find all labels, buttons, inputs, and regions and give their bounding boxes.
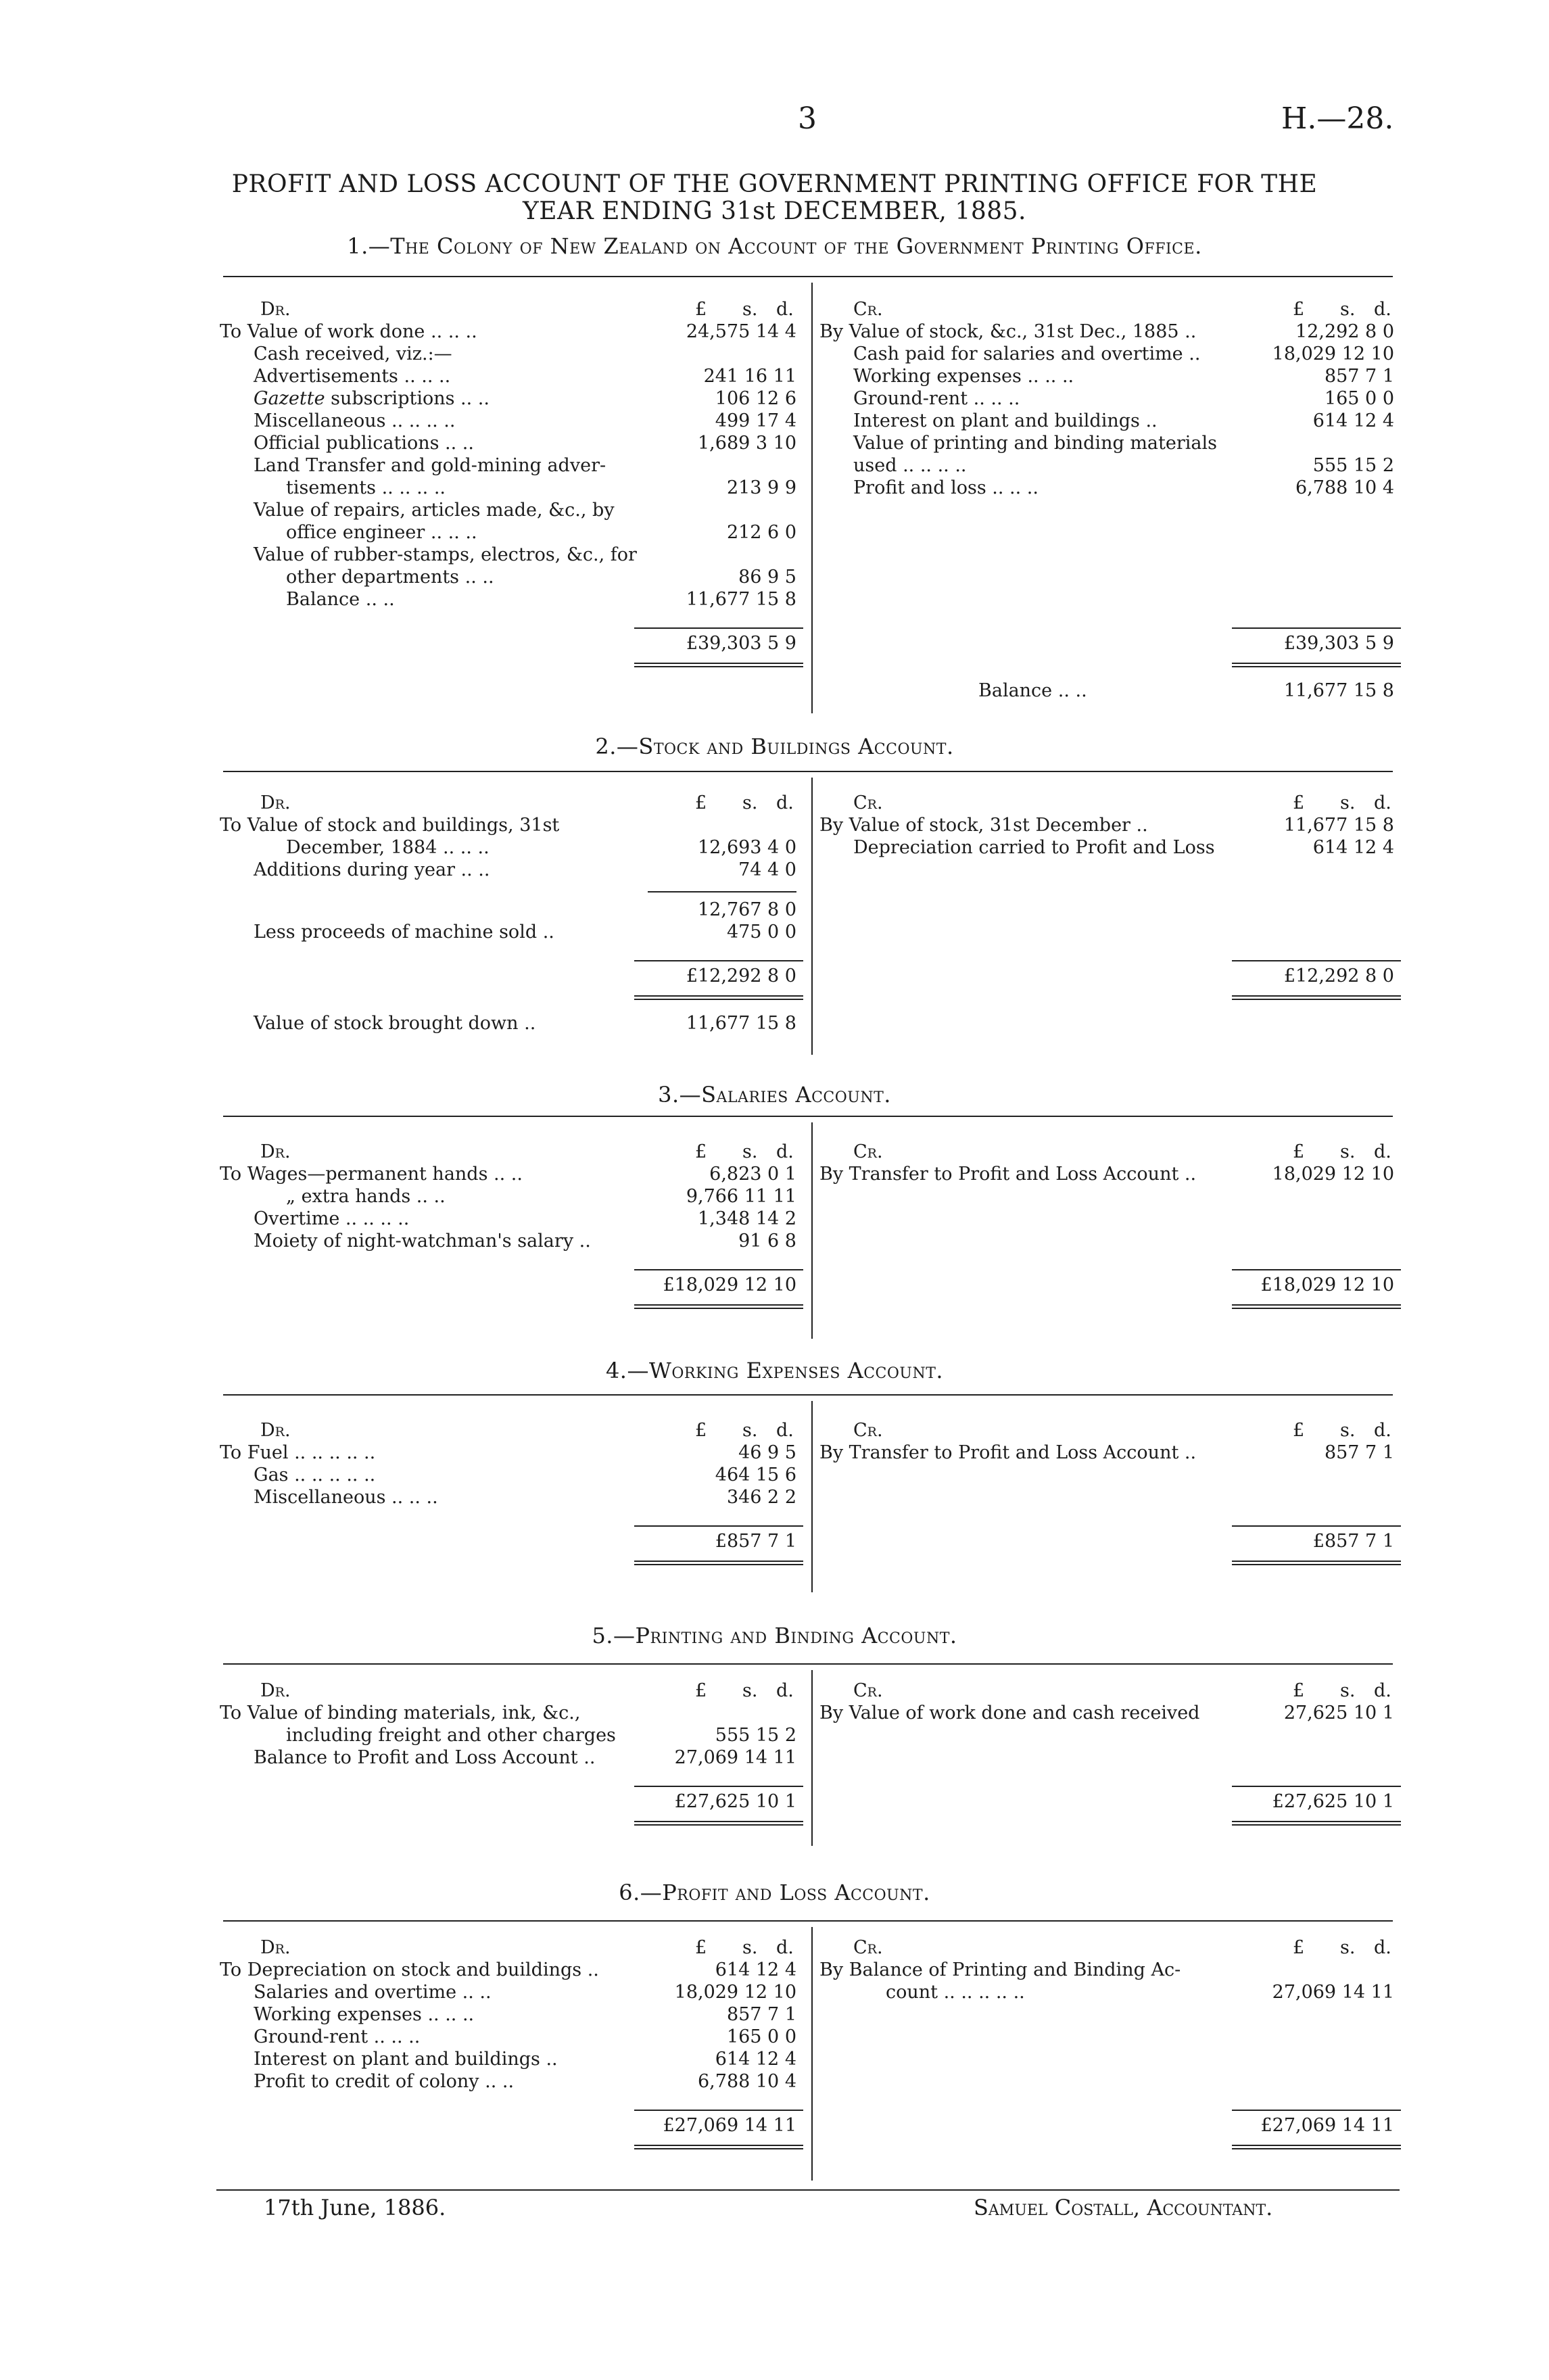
- dr-row-text: Working expenses .. .. ..: [254, 2004, 475, 2025]
- section-rule: [223, 1663, 1393, 1665]
- cr-total-double-rule-b: [1232, 1308, 1401, 1309]
- dr-total-rule: [634, 2110, 803, 2111]
- dr-row-text: Interest on plant and buildings ..: [254, 2049, 558, 2070]
- dr-row-text: Cash received, viz.:—: [254, 343, 452, 364]
- cr-total-double-rule-b: [1232, 999, 1401, 1000]
- dr-currency-pounds: £: [695, 1937, 707, 1958]
- cr-row-text: count .. .. .. .. ..: [886, 1982, 1025, 2003]
- dr-row-text: To Value of stock and buildings, 31st: [220, 815, 560, 836]
- dr-row-text: Land Transfer and gold-mining adver-: [254, 455, 606, 476]
- cr-total-double-rule-b: [1232, 1564, 1401, 1565]
- dr-row-amount: 165 0 0: [726, 2026, 796, 2047]
- cr-row-amount: 11,677 15 8: [1283, 815, 1394, 836]
- cr-label: Cr.: [853, 1680, 883, 1701]
- cr-currency-pence: d.: [1374, 299, 1391, 320]
- column-divider: [811, 1401, 813, 1592]
- dr-currency-shillings: s.: [742, 792, 758, 813]
- cr-total-double-rule-a: [1232, 995, 1401, 997]
- dr-row-amount: 46 9 5: [738, 1442, 796, 1463]
- dr-row-amount: 499 17 4: [715, 410, 796, 431]
- cr-row-text: By Transfer to Profit and Loss Account ..: [819, 1164, 1197, 1185]
- dr-row-text-rest: subscriptions .. ..: [325, 388, 490, 409]
- cr-row-amount: 614 12 4: [1312, 837, 1394, 858]
- dr-row-text: Miscellaneous .. .. ..: [254, 1487, 438, 1508]
- cr-row-amount: 857 7 1: [1324, 366, 1394, 387]
- cr-total: £857 7 1: [1312, 1531, 1394, 1552]
- dr-less-text: Less proceeds of machine sold ..: [254, 922, 554, 943]
- dr-currency-pounds: £: [695, 1420, 707, 1441]
- dr-total: £27,069 14 11: [663, 2115, 796, 2136]
- dr-total-double-rule-a: [634, 1561, 803, 1562]
- dr-currency-pounds: £: [695, 299, 707, 320]
- dr-total-rule: [634, 960, 803, 961]
- cr-row-text: By Balance of Printing and Binding Ac-: [819, 1959, 1181, 1980]
- cr-row-amount: 6,788 10 4: [1295, 477, 1394, 498]
- cr-row-text: Ground-rent .. .. ..: [853, 388, 1020, 409]
- cr-row-text: By Value of stock, &c., 31st Dec., 1885 ..: [819, 321, 1197, 342]
- dr-total-double-rule-a: [634, 1304, 803, 1306]
- dr-row-amount: 464 15 6: [715, 1465, 796, 1485]
- cr-currency-pence: d.: [1374, 1937, 1391, 1958]
- dr-row-text: Value of repairs, articles made, &c., by: [254, 500, 615, 521]
- cr-total-rule: [1232, 960, 1401, 961]
- dr-label: Dr.: [260, 792, 291, 813]
- dr-total-double-rule-a: [634, 1821, 803, 1822]
- dr-row-text: Profit to credit of colony .. ..: [254, 2071, 515, 2092]
- dr-row-text: Moiety of night-watchman's salary ..: [254, 1231, 591, 1252]
- dr-currency-pence: d.: [776, 792, 794, 813]
- dr-brought-down-amount: 11,677 15 8: [686, 1013, 796, 1034]
- dr-currency-pence: d.: [776, 1141, 794, 1162]
- dr-currency-shillings: s.: [742, 1141, 758, 1162]
- cr-row-text: By Value of stock, 31st December ..: [819, 815, 1148, 836]
- cr-label: Cr.: [853, 299, 883, 320]
- dr-total-double-rule-b: [634, 1308, 803, 1309]
- cr-currency-pence: d.: [1374, 1420, 1391, 1441]
- dr-label: Dr.: [260, 1937, 291, 1958]
- subtotal-rule: [648, 891, 796, 892]
- dr-row-amount: 213 9 9: [726, 477, 796, 498]
- dr-row-text: office engineer .. .. ..: [286, 522, 477, 543]
- cr-total-double-rule-a: [1232, 1821, 1401, 1822]
- dr-currency-pence: d.: [776, 1937, 794, 1958]
- dr-row-amount: 1,689 3 10: [698, 433, 796, 454]
- dr-row-amount: 241 16 11: [703, 366, 796, 387]
- page-reference: H.—28.: [1281, 101, 1394, 136]
- dr-row-text: To Value of binding materials, ink, &c.,: [220, 1703, 581, 1723]
- dr-total: £12,292 8 0: [686, 966, 796, 986]
- cr-row-text: Depreciation carried to Profit and Loss: [853, 837, 1215, 858]
- cr-label: Cr.: [853, 1141, 883, 1162]
- cr-row-text: Working expenses .. .. ..: [853, 366, 1074, 387]
- dr-subtotal: 12,767 8 0: [698, 899, 796, 920]
- dr-label: Dr.: [260, 299, 291, 320]
- cr-total-double-rule-b: [1232, 666, 1401, 667]
- footer-rule: [216, 2189, 1400, 2191]
- cr-row-amount: 18,029 12 10: [1272, 343, 1394, 364]
- dr-total: £857 7 1: [715, 1531, 796, 1552]
- dr-currency-shillings: s.: [742, 1680, 758, 1701]
- cr-currency-pounds: £: [1293, 1141, 1305, 1162]
- cr-currency-pounds: £: [1293, 1420, 1305, 1441]
- dr-row-amount: 212 6 0: [726, 522, 796, 543]
- dr-row-text: Overtime .. .. .. ..: [254, 1208, 410, 1229]
- cr-row-amount: 614 12 4: [1312, 410, 1394, 431]
- section-heading: 5.—Printing and Binding Account.: [592, 1623, 957, 1648]
- cr-row-text: Profit and loss .. .. ..: [853, 477, 1039, 498]
- dr-row-text: Miscellaneous .. .. .. ..: [254, 410, 456, 431]
- dr-total-rule: [634, 1269, 803, 1270]
- dr-row-text: „ extra hands .. ..: [286, 1186, 446, 1207]
- cr-row-text: used .. .. .. ..: [853, 455, 967, 476]
- column-divider: [811, 1927, 813, 2181]
- dr-row-amount: 1,348 14 2: [698, 1208, 796, 1229]
- dr-row-text: Balance to Profit and Loss Account ..: [254, 1747, 596, 1768]
- dr-total-double-rule-b: [634, 1824, 803, 1826]
- gazette-italic: Gazette: [254, 388, 325, 409]
- cr-total: £27,625 10 1: [1272, 1791, 1394, 1812]
- dr-row-amount: 86 9 5: [738, 567, 796, 588]
- dr-row-amount: 857 7 1: [726, 2004, 796, 2025]
- dr-currency-shillings: s.: [742, 1420, 758, 1441]
- cr-label: Cr.: [853, 792, 883, 813]
- dr-total: £27,625 10 1: [674, 1791, 796, 1812]
- cr-label: Cr.: [853, 1937, 883, 1958]
- dr-row-text: Additions during year .. ..: [254, 859, 490, 880]
- cr-row-text: Cash paid for salaries and overtime ..: [853, 343, 1201, 364]
- dr-row-amount: 9,766 11 11: [686, 1186, 796, 1207]
- dr-row-text: To Value of work done .. .. ..: [220, 321, 477, 342]
- cr-row-amount: 857 7 1: [1324, 1442, 1394, 1463]
- section-heading: 4.—Working Expenses Account.: [605, 1358, 944, 1383]
- dr-total-double-rule-a: [634, 995, 803, 997]
- dr-total-rule: [634, 627, 803, 629]
- cr-currency-pounds: £: [1293, 1680, 1305, 1701]
- dr-row-amount: 614 12 4: [715, 1959, 796, 1980]
- cr-currency-shillings: s.: [1340, 1937, 1356, 1958]
- cr-balance-text: Balance .. ..: [978, 680, 1087, 701]
- dr-label: Dr.: [260, 1420, 291, 1441]
- cr-total-rule: [1232, 627, 1401, 629]
- cr-total-double-rule-b: [1232, 2148, 1401, 2149]
- dr-row-amount: 74 4 0: [738, 859, 796, 880]
- cr-currency-pence: d.: [1374, 1680, 1391, 1701]
- cr-row-text: Interest on plant and buildings ..: [853, 410, 1158, 431]
- cr-currency-pounds: £: [1293, 792, 1305, 813]
- dr-total: £18,029 12 10: [663, 1275, 796, 1295]
- dr-row-text: December, 1884 .. .. ..: [286, 837, 490, 858]
- cr-total: £18,029 12 10: [1260, 1275, 1394, 1295]
- cr-row-text: By Transfer to Profit and Loss Account ..: [819, 1442, 1197, 1463]
- dr-currency-pounds: £: [695, 792, 707, 813]
- dr-label: Dr.: [260, 1680, 291, 1701]
- column-divider: [811, 283, 813, 713]
- dr-row-amount: 6,788 10 4: [698, 2071, 796, 2092]
- section-rule: [223, 1116, 1393, 1117]
- dr-currency-shillings: s.: [742, 1937, 758, 1958]
- dr-row-amount: 91 6 8: [738, 1231, 796, 1252]
- dr-brought-down-text: Value of stock brought down ..: [254, 1013, 536, 1034]
- section-rule: [223, 771, 1393, 772]
- section-rule: [223, 1394, 1393, 1396]
- dr-row-amount: 11,677 15 8: [686, 589, 796, 610]
- dr-currency-pence: d.: [776, 1420, 794, 1441]
- cr-total-double-rule-a: [1232, 663, 1401, 664]
- page-number: 3: [798, 101, 817, 136]
- cr-row-amount: 165 0 0: [1324, 388, 1394, 409]
- dr-row-amount: 12,693 4 0: [698, 837, 796, 858]
- dr-row-text: Advertisements .. .. ..: [254, 366, 451, 387]
- cr-currency-pounds: £: [1293, 1937, 1305, 1958]
- cr-total-rule: [1232, 1786, 1401, 1787]
- cr-total: £27,069 14 11: [1260, 2115, 1394, 2136]
- section-rule: [223, 1920, 1393, 1922]
- dr-row-amount: 6,823 0 1: [709, 1164, 796, 1185]
- column-divider: [811, 1670, 813, 1846]
- cr-currency-shillings: s.: [1340, 1141, 1356, 1162]
- cr-currency-pence: d.: [1374, 792, 1391, 813]
- cr-total-double-rule-b: [1232, 1824, 1401, 1826]
- dr-row-text: Ground-rent .. .. ..: [254, 2026, 421, 2047]
- dr-row-text: [254, 388, 490, 410]
- dr-row-amount: 18,029 12 10: [674, 1982, 796, 2003]
- dr-total-double-rule-a: [634, 663, 803, 664]
- section-heading: 6.—Profit and Loss Account.: [619, 1880, 930, 1905]
- cr-currency-pence: d.: [1374, 1141, 1391, 1162]
- section-rule: [223, 276, 1393, 277]
- cr-row-amount: 18,029 12 10: [1272, 1164, 1394, 1185]
- dr-row-text: To Depreciation on stock and buildings ..: [220, 1959, 599, 1980]
- dr-currency-pounds: £: [695, 1680, 707, 1701]
- cr-row-text: Value of printing and binding materials: [853, 433, 1217, 454]
- dr-total-double-rule-b: [634, 999, 803, 1000]
- dr-total-double-rule-a: [634, 2145, 803, 2146]
- cr-row-amount: 555 15 2: [1312, 455, 1394, 476]
- cr-total-rule: [1232, 2110, 1401, 2111]
- footer-signature: Samuel Costall, Accountant.: [974, 2195, 1273, 2220]
- document-title-line1: PROFIT AND LOSS ACCOUNT OF THE GOVERNMENT PRINTING OFFICE FOR THE: [231, 170, 1318, 198]
- column-divider: [811, 1122, 813, 1339]
- dr-row-text: Value of rubber-stamps, electros, &c., for: [254, 544, 637, 565]
- dr-total: £39,303 5 9: [686, 633, 796, 654]
- cr-total-double-rule-a: [1232, 1304, 1401, 1306]
- dr-total-double-rule-b: [634, 2148, 803, 2149]
- dr-total-rule: [634, 1525, 803, 1527]
- cr-total: £12,292 8 0: [1283, 966, 1394, 986]
- column-divider: [811, 778, 813, 1055]
- dr-row-text: To Fuel .. .. .. .. ..: [220, 1442, 376, 1463]
- dr-row-text: Balance .. ..: [286, 589, 395, 610]
- cr-currency-shillings: s.: [1340, 1420, 1356, 1441]
- dr-row-text: other departments .. ..: [286, 567, 494, 588]
- section-heading: 1.—The Colony of New Zealand on Account of the Government Printing Office.: [347, 233, 1202, 259]
- cr-total: £39,303 5 9: [1283, 633, 1394, 654]
- dr-row-amount: 24,575 14 4: [686, 321, 796, 342]
- dr-row-amount: 346 2 2: [726, 1487, 796, 1508]
- dr-less-amount: 475 0 0: [726, 922, 796, 943]
- dr-row-amount: 27,069 14 11: [674, 1747, 796, 1768]
- dr-row-text: To Wages—permanent hands .. ..: [220, 1164, 523, 1185]
- cr-row-text: By Value of work done and cash received: [819, 1703, 1200, 1723]
- dr-label: Dr.: [260, 1141, 291, 1162]
- cr-row-amount: 12,292 8 0: [1295, 321, 1394, 342]
- cr-row-amount: 27,069 14 11: [1272, 1982, 1394, 2003]
- cr-balance-amount: 11,677 15 8: [1283, 680, 1394, 701]
- dr-row-text: tisements .. .. .. ..: [286, 477, 446, 498]
- dr-currency-pence: d.: [776, 1680, 794, 1701]
- dr-currency-shillings: s.: [742, 299, 758, 320]
- cr-total-double-rule-a: [1232, 1561, 1401, 1562]
- dr-total-double-rule-b: [634, 666, 803, 667]
- dr-total-rule: [634, 1786, 803, 1787]
- dr-row-amount: 614 12 4: [715, 2049, 796, 2070]
- dr-row-text: Official publications .. ..: [254, 433, 474, 454]
- dr-total-double-rule-b: [634, 1564, 803, 1565]
- dr-row-text: including freight and other charges: [286, 1725, 616, 1746]
- cr-currency-pounds: £: [1293, 299, 1305, 320]
- dr-row-amount: 106 12 6: [715, 388, 796, 409]
- dr-row-text: Gas .. .. .. .. ..: [254, 1465, 376, 1485]
- dr-currency-pence: d.: [776, 299, 794, 320]
- cr-currency-shillings: s.: [1340, 299, 1356, 320]
- cr-currency-shillings: s.: [1340, 792, 1356, 813]
- dr-row-amount: 555 15 2: [715, 1725, 796, 1746]
- section-heading: 3.—Salaries Account.: [658, 1082, 891, 1108]
- footer-date: 17th June, 1886.: [264, 2195, 446, 2220]
- cr-total-double-rule-a: [1232, 2145, 1401, 2146]
- cr-label: Cr.: [853, 1420, 883, 1441]
- cr-row-amount: 27,625 10 1: [1283, 1703, 1394, 1723]
- document-title-line2: YEAR ENDING 31st DECEMBER, 1885.: [523, 197, 1026, 225]
- dr-currency-pounds: £: [695, 1141, 707, 1162]
- cr-currency-shillings: s.: [1340, 1680, 1356, 1701]
- dr-row-text: Salaries and overtime .. ..: [254, 1982, 492, 2003]
- cr-total-rule: [1232, 1525, 1401, 1527]
- section-heading: 2.—Stock and Buildings Account.: [595, 734, 954, 759]
- cr-total-rule: [1232, 1269, 1401, 1270]
